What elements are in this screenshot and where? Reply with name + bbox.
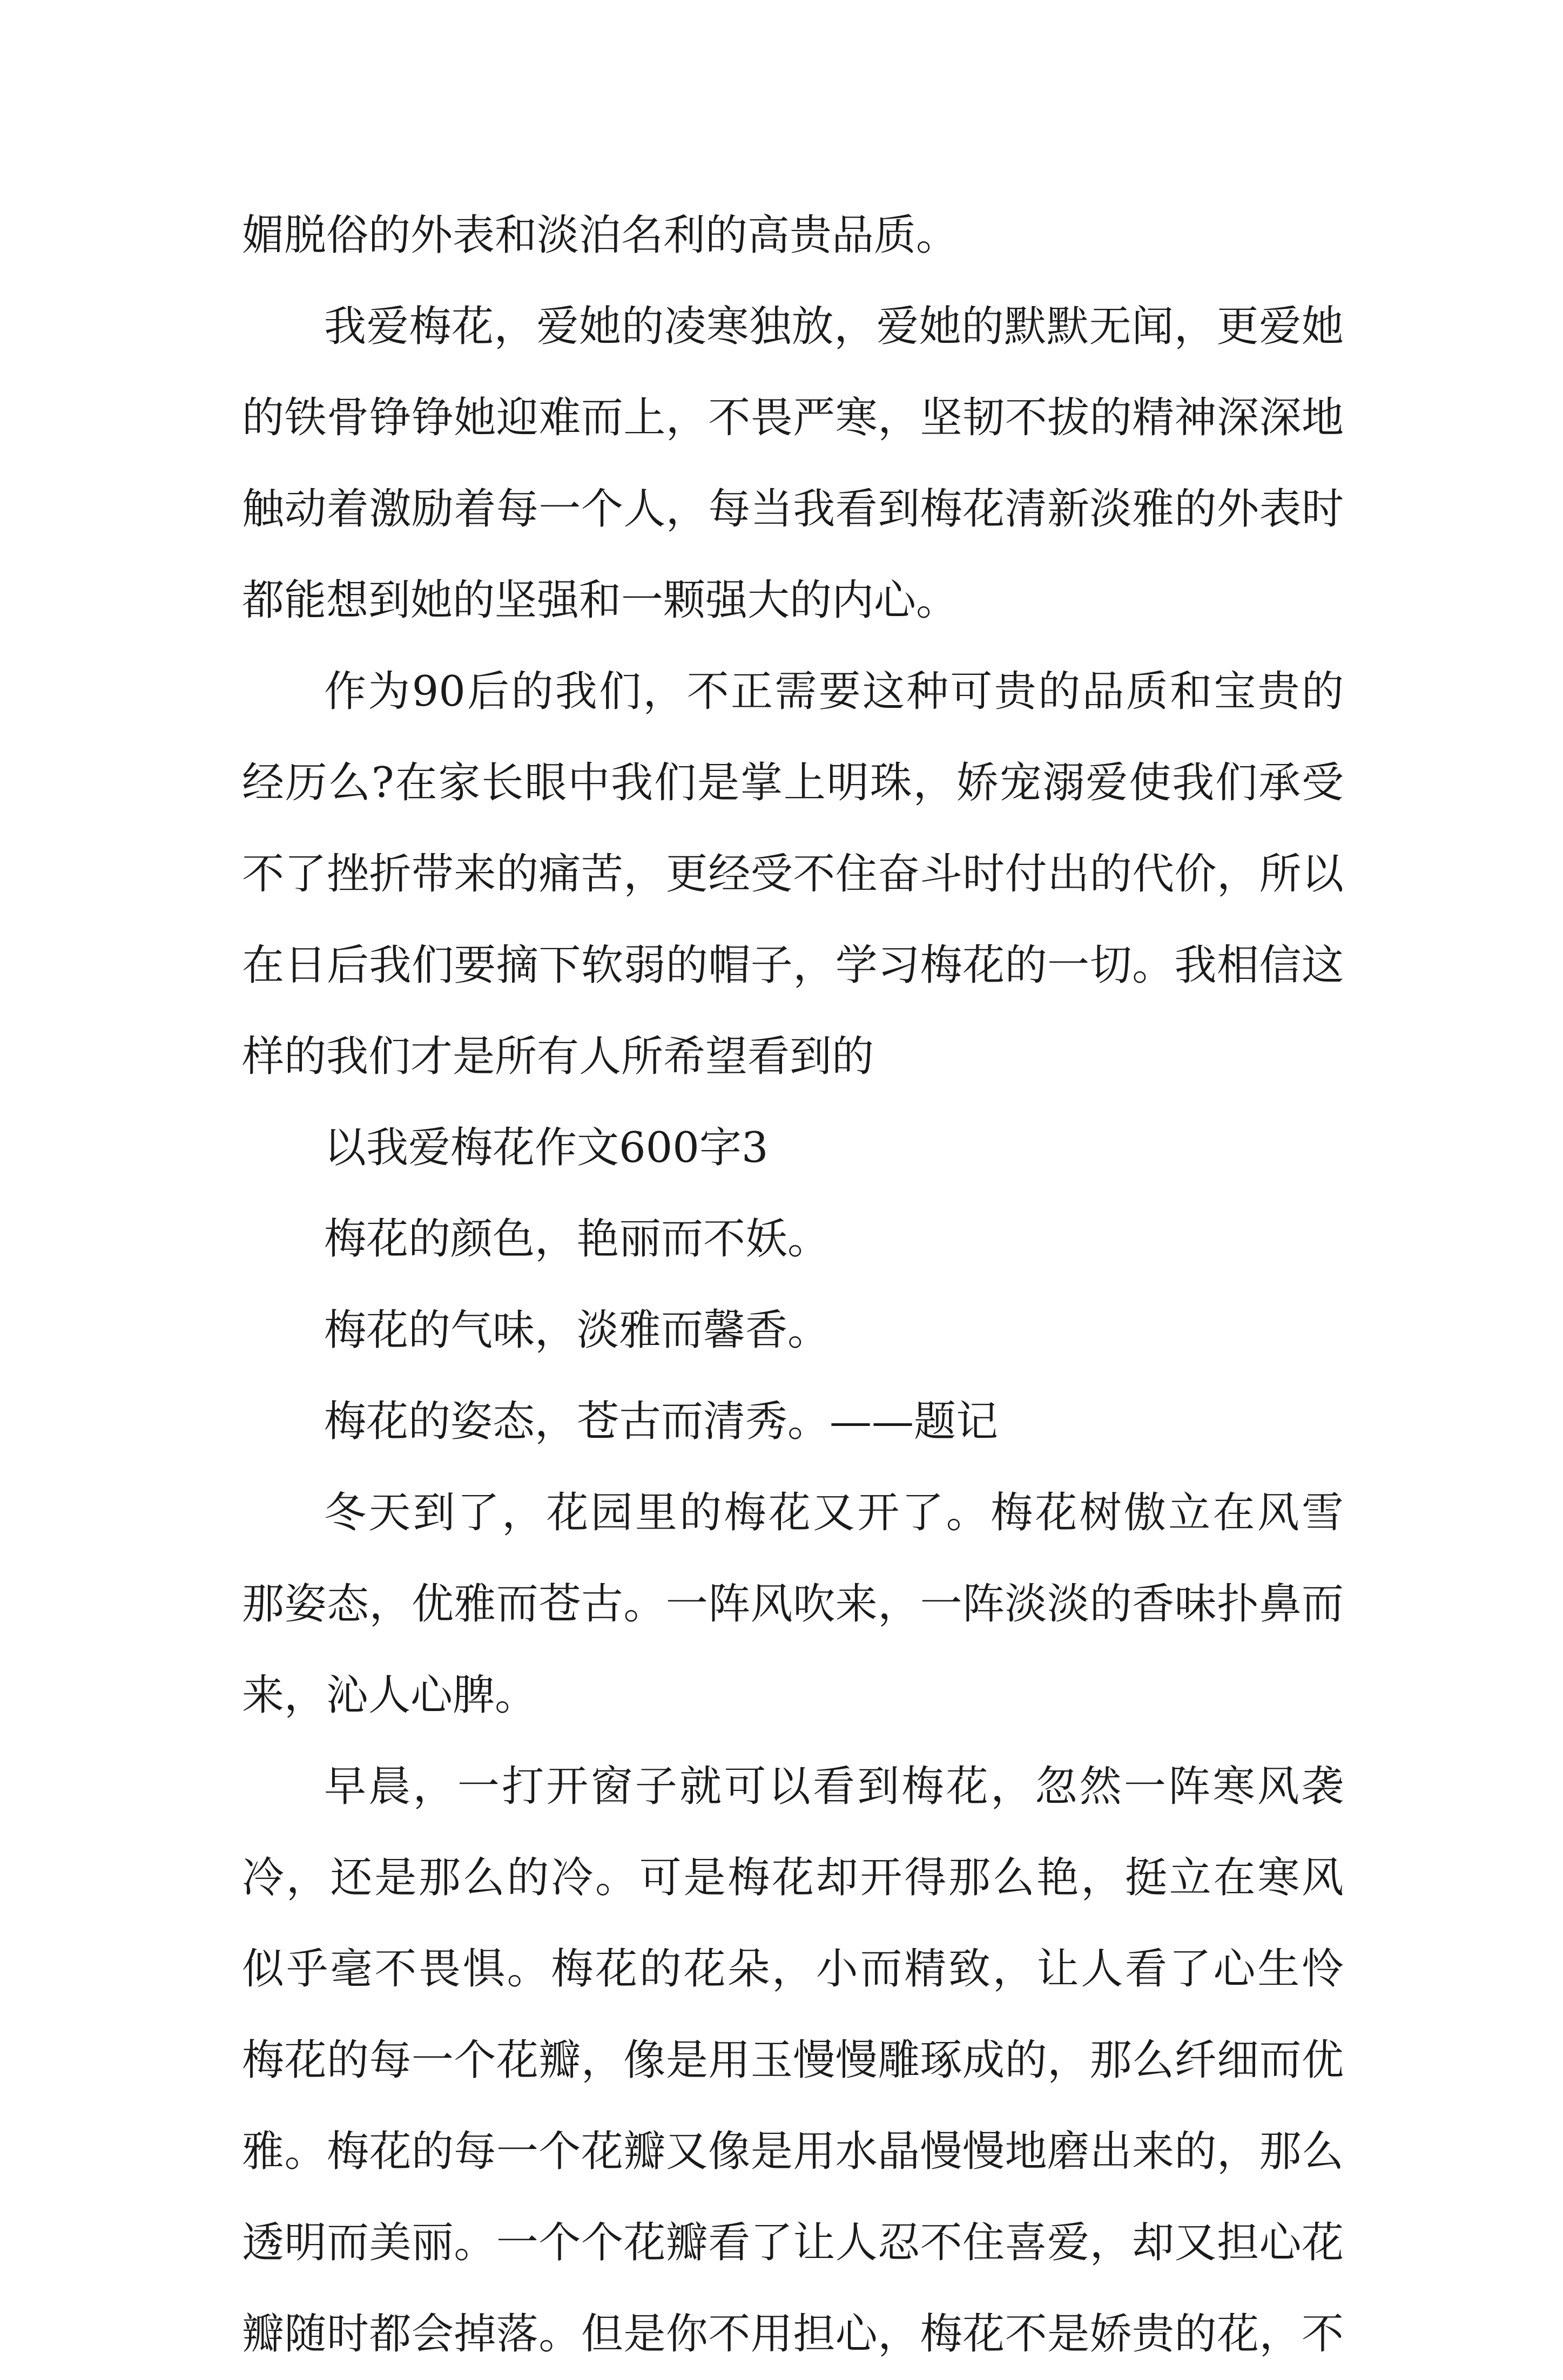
text-line: 冬天到了，花园里的梅花又开了。梅花树傲立在风雪: [324, 1489, 1344, 1537]
text-line: 的铁骨铮铮她迎难而上，不畏严寒，坚韧不拔的精神深深地: [242, 394, 1344, 442]
text-line: 经历么?在家长眼中我们是掌上明珠，娇宠溺爱使我们承受: [242, 759, 1344, 807]
text-line: 冷，还是那么的冷。可是梅花却开得那么艳，挺立在寒风: [242, 1854, 1344, 1902]
text-line: 透明而美丽。一个个花瓣看了让人忍不住喜爱，却又担心花: [242, 2219, 1344, 2267]
text-line: 我爱梅花，爱她的凌寒独放，爱她的默默无闻，更爱她: [324, 302, 1344, 351]
text-line: 在日后我们要摘下软弱的帽子，学习梅花的一切。我相信这: [242, 941, 1344, 990]
text-line: 媚脱俗的外表和淡泊名利的高贵品质。: [242, 211, 959, 260]
text-line: 触动着激励着每一个人，每当我看到梅花清新淡雅的外表时: [242, 485, 1344, 533]
text-line: 来，沁人心脾。: [242, 1671, 537, 1720]
text-line: 梅花的气味，淡雅而馨香。: [324, 1306, 830, 1355]
section-heading: 以我爱梅花作文600字3: [324, 1124, 769, 1172]
text-line: 瓣随时都会掉落。但是你不用担心，梅花不是娇贵的花，不: [242, 2310, 1344, 2358]
essay-body: [242, 190, 1344, 2380]
text-line: 梅花的姿态，苍古而清秀。——题记: [324, 1397, 999, 1446]
text-line: 早晨，一打开窗子就可以看到梅花，忽然一阵寒风袭: [324, 1762, 1344, 1811]
text-line: 不了挫折带来的痛苦，更经受不住奋斗时付出的代价，所以: [242, 850, 1344, 898]
text-line: 都能想到她的坚强和一颗强大的内心。: [242, 576, 959, 625]
text-line: 那姿态，优雅而苍古。一阵风吹来，一阵淡淡的香味扑鼻而: [242, 1580, 1344, 1628]
text-line: 样的我们才是所有人所希望看到的: [242, 1032, 874, 1081]
text-line: 雅。梅花的每一个花瓣又像是用水晶慢慢地磨出来的，那么: [242, 2127, 1344, 2176]
text-line: 梅花的颜色，艳丽而不妖。: [324, 1215, 830, 1263]
text-line: 作为90后的我们，不正需要这种可贵的品质和宝贵的: [324, 667, 1344, 716]
text-line: 似乎毫不畏惧。梅花的花朵，小而精致，让人看了心生怜: [242, 1945, 1344, 1993]
text-line: 梅花的每一个花瓣，像是用玉慢慢雕琢成的，那么纤细而优: [242, 2036, 1344, 2085]
